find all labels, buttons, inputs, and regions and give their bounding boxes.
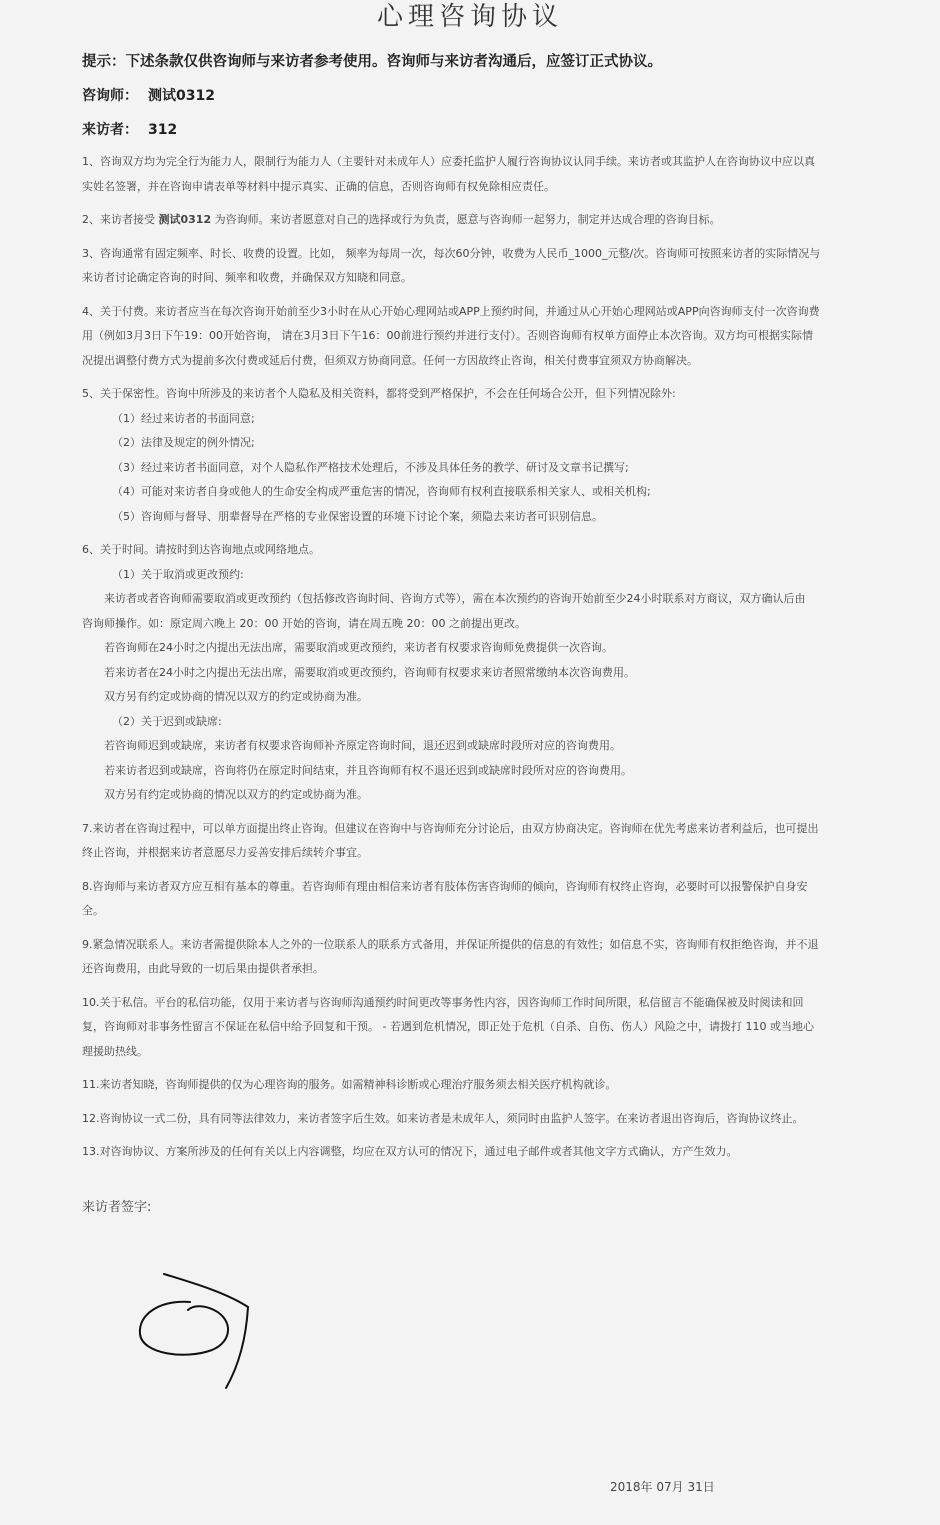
- clause-11: [82, 1073, 860, 1098]
- clause-7-line-2: 终止咨询，并根据来访者意愿尽力妥善安排后续转介事宜。: [82, 846, 368, 859]
- clause-11-line: 11.来访者知晓，咨询师提供的仅为心理咨询的服务。如需精神科诊断或心理治疗服务须去相关医疗机构就诊。: [82, 1078, 617, 1091]
- clause-7: [82, 817, 860, 866]
- clause-13: [82, 1140, 860, 1165]
- clause-2-prefix: 2、来访者接受: [82, 213, 159, 226]
- clause-10-line-1: 10.关于私信。平台的私信功能，仅用于来访者与咨询师沟通预约时间更改等事务性内容，因咨询师工作时间所限，私信留言不能确保被及时阅读和回: [82, 995, 804, 1009]
- clause-6-subheading-late: （2）关于迟到或缺席:: [112, 714, 222, 728]
- clause-4-line-1: 4、关于付费。来访者应当在每次咨询开始前至少3小时在从心开始心理网站或APP上预约时间，并通过从心开始心理网站或APP向咨询师支付一次咨询费: [82, 304, 820, 318]
- clause-8-line-1: 8.咨询师与来访者双方应互相有基本的尊重。若咨询师有理由相信来访者有肢体伤害咨询师的倾向，咨询师有权终止咨询，必要时可以报警保护自身安: [82, 879, 808, 893]
- clause-6-subheading-cancel: （1）关于取消或更改预约:: [112, 567, 244, 581]
- clause-4-line-2: 用（例如3月3日下午19：00开始咨询， 请在3月3日下午16：00前进行预约并进行支付）。否则咨询师有权单方面停止本次咨询。双方均可根据实际情: [82, 329, 813, 342]
- clause-6-paragraph: 来访者或者咨询师需要取消或更改预约（包括修改咨询时间、咨询方式等），需在本次预约的咨询开始前至少24小时联系对方商议，双方确认后由: [104, 592, 806, 605]
- clause-6-paragraph: 若来访者迟到或缺席，咨询将仍在原定时间结束，并且咨询师有权不退还迟到或缺席时段所对应的咨询费用。: [104, 763, 632, 777]
- clause-6-paragraph: 若咨询师迟到或缺席，来访者有权要求咨询师补齐原定咨询时间，退还迟到或缺席时段所对应的咨询费用。: [104, 739, 621, 752]
- handwritten-signature: [130, 1262, 280, 1392]
- clause-6-paragraph: 若来访者在24小时之内提出无法出席，需要取消或更改预约，咨询师有权要求来访者照常缴纳本次咨询费用。: [104, 665, 635, 679]
- clause-2-counselor-name: 测试0312: [158, 213, 212, 226]
- clause-1-line-2: 实姓名签署，并在咨询申请表单等材料中提示真实、正确的信息，否则咨询师有权免除相应责任。: [82, 179, 555, 193]
- clause-9-line-1: 9.紧急情况联系人。来访者需提供除本人之外的一位联系人的联系方式备用，并保证所提供的信息的有效性；如信息不实，咨询师有权拒绝咨询，并不退: [82, 937, 819, 951]
- clause-3-line-1: 3、咨询通常有固定频率、时长、收费的设置。比如， 频率为每周一次，每次60分钟，收费为人民币_1000_元整/次。咨询师可按照来访者的实际情况与: [82, 246, 821, 260]
- clause-5-heading: 5、关于保密性。咨询中所涉及的来访者个人隐私及相关资料，都将受到严格保护，不会在任何场合公开，但下列情况除外:: [82, 387, 676, 400]
- clause-5-item: （1）经过来访者的书面同意;: [112, 411, 255, 425]
- clause-list: [82, 150, 860, 1174]
- clause-10-line-3: 理援助热线。: [82, 1044, 148, 1058]
- clause-6-paragraph: 双方另有约定或协商的情况以双方的约定或协商为准。: [104, 788, 368, 801]
- signature-date: 2018年 07月 31日: [610, 1480, 715, 1494]
- clause-4-line-3: 况提出调整付费方式为提前多次付费或延后付费，但须双方协商同意。任何一方因故终止咨询，相关付费事宜须双方协商解决。: [82, 353, 698, 367]
- clause-6-paragraph: 双方另有约定或协商的情况以双方的约定或协商为准。: [104, 690, 368, 703]
- clause-7-line-1: 7.来访者在咨询过程中，可以单方面提出终止咨询。但建议在咨询中与咨询师充分讨论后，由双方协商决定。咨询师在优先考虑来访者利益后，也可提出: [82, 821, 819, 835]
- clause-3-line-2: 来访者讨论确定咨询的时间、频率和收费，并确保双方知晓和同意。: [82, 271, 412, 284]
- clause-5-item: （5）咨询师与督导、朋辈督导在严格的专业保密设置的环境下讨论个案，须隐去来访者可识别信息。: [112, 509, 603, 523]
- clause-8: [82, 875, 860, 924]
- visitor-row: [82, 120, 177, 140]
- visitor-label: 来访者：: [82, 122, 138, 138]
- clause-10: [82, 991, 860, 1065]
- clause-10-line-2: 复，咨询师对非事务性留言不保证在私信中给予回复和干预。 - 若遇到危机情况，即正处于危机（自杀、自伤、伤人）风险之中，请拨打 110 或当地心: [82, 1020, 814, 1033]
- clause-4: [82, 300, 860, 374]
- counselor-label: 咨询师：: [82, 88, 138, 104]
- clause-2-suffix: 为咨询师。来访者愿意对自己的选择或行为负责，愿意与咨询师一起努力，制定并达成合理的咨询目标。: [211, 213, 721, 226]
- clause-5-item: （4）可能对来访者自身或他人的生命安全构成严重危害的情况，咨询师有权利直接联系相关家人、或相关机构;: [112, 485, 651, 498]
- signature-label: 来访者签字:: [82, 1200, 152, 1215]
- clause-12-line: 12.咨询协议一式二份，具有同等法律效力，来访者签字后生效。如来访者是未成年人，须同时由监护人签字。在来访者退出咨询后，咨询协议终止。: [82, 1111, 804, 1125]
- clause-3: [82, 242, 860, 291]
- clause-5: [82, 382, 860, 529]
- usage-tip: 提示：下述条款仅供咨询师与来访者参考使用。咨询师与来访者沟通后，应签订正式协议。: [82, 54, 662, 70]
- clause-1-line-1: 1、咨询双方均为完全行为能力人，限制行为能力人（主要针对未成年人）应委托监护人履行咨询协议认同手续。来访者或其监护人在咨询协议中应以真: [82, 155, 815, 168]
- clause-6-paragraph: 咨询师操作。如：原定周六晚上 20：00 开始的咨询，请在周五晚 20：00 之前提出更改。: [82, 616, 526, 630]
- document-title: 心理咨询协议: [376, 2, 563, 32]
- clause-12: [82, 1107, 860, 1132]
- clause-6-heading: 6、关于时间。请按时到达咨询地点或网络地点。: [82, 543, 320, 556]
- clause-2-line: [82, 208, 860, 233]
- clause-6-paragraph: 若咨询师在24小时之内提出无法出席，需要取消或更改预约，来访者有权要求咨询师免费提供一次咨询。: [104, 641, 613, 654]
- visitor-name: 312: [148, 122, 178, 138]
- clause-2: [82, 208, 860, 233]
- clause-9: [82, 933, 860, 982]
- clause-13-line: 13.对咨询协议、方案所涉及的任何有关以上内容调整，均应在双方认可的情况下，通过电子邮件或者其他文字方式确认，方产生效力。: [82, 1145, 738, 1158]
- clause-5-item: （3）经过来访者书面同意，对个人隐私作严格技术处理后，不涉及具体任务的教学、研讨及文章书记撰写;: [112, 460, 629, 474]
- clause-6: [82, 538, 860, 808]
- clause-9-line-2: 还咨询费用，由此导致的一切后果由提供者承担。: [82, 962, 324, 975]
- clause-5-item: （2）法律及规定的例外情况;: [112, 436, 255, 449]
- clause-1: [82, 150, 860, 199]
- counselor-name: 测试0312: [148, 88, 215, 104]
- counselor-row: [82, 86, 215, 106]
- clause-8-line-2: 全。: [82, 904, 104, 917]
